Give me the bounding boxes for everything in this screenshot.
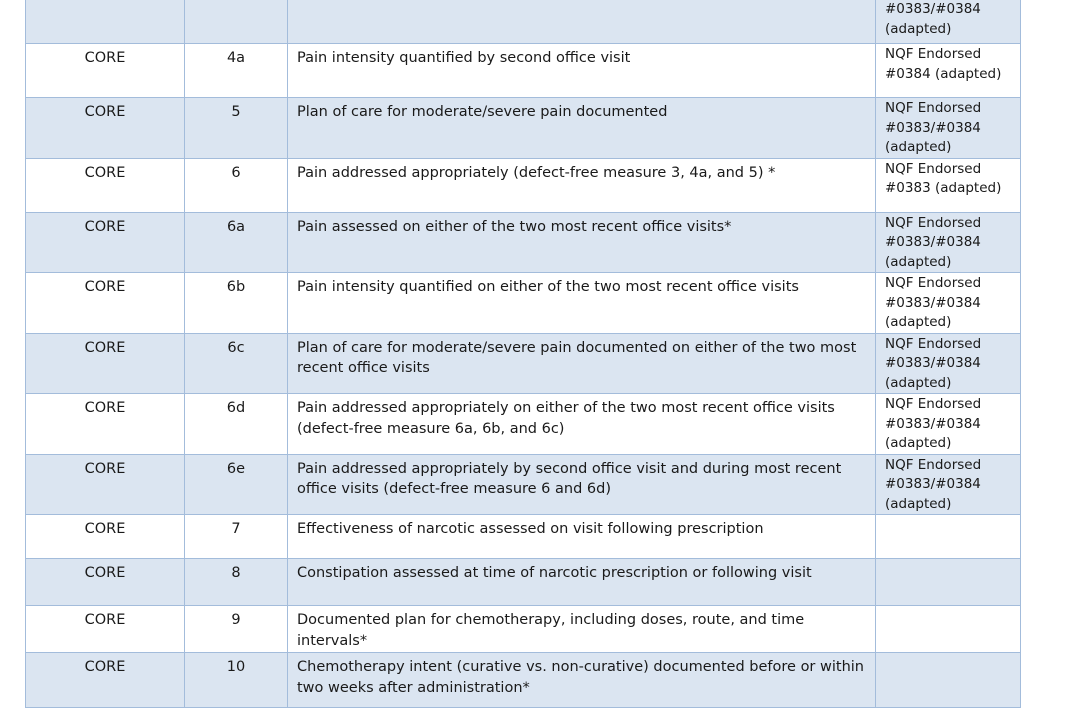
table-row (26, 212, 1021, 273)
measure-description-cell: Plan of care for moderate/severe pain documented (288, 98, 876, 159)
measure-description-cell: Documented plan for chemotherapy, including doses, route, and time intervals* (288, 606, 876, 653)
quality-measures-table (25, 0, 1021, 708)
nqf-status-cell: NQF Endorsed #0383/#0384 (adapted) (876, 273, 1021, 334)
nqf-status-cell (876, 559, 1021, 606)
measure-description-cell: Constipation assessed at time of narcotic prescription or following visit (288, 559, 876, 606)
measure-description-cell: Effectiveness of narcotic assessed on visit following prescription (288, 515, 876, 559)
nqf-status-cell: NQF Endorsed #0383/#0384 (adapted) (876, 212, 1021, 273)
table-row (26, 158, 1021, 212)
measure-description-cell: Pain addressed appropriately (defect-free measure 3, 4a, and 5) * (288, 158, 876, 212)
measure-number-cell: 4a (185, 44, 288, 98)
table-row (26, 606, 1021, 653)
table-row (26, 559, 1021, 606)
table-row (26, 0, 1021, 44)
table-row (26, 653, 1021, 708)
nqf-status-cell (876, 0, 1021, 44)
category-cell (26, 0, 185, 44)
table-row (26, 273, 1021, 334)
category-cell: CORE (26, 394, 185, 455)
category-cell: CORE (26, 44, 185, 98)
category-cell: CORE (26, 158, 185, 212)
measure-number-cell: 6e (185, 454, 288, 515)
category-cell: CORE (26, 212, 185, 273)
measure-description-cell: Chemotherapy intent (curative vs. non-curative) documented before or within two weeks after administration* (288, 653, 876, 708)
measure-description-cell: Pain intensity quantified by second office visit (288, 44, 876, 98)
category-cell: CORE (26, 653, 185, 708)
table-row (26, 333, 1021, 394)
measure-number-cell: 6 (185, 158, 288, 212)
measure-description-cell (288, 0, 876, 44)
nqf-status-cell (876, 515, 1021, 559)
measure-description-cell: Pain addressed appropriately on either of the two most recent office visits (defect-free measure 6a, 6b, and 6c) (288, 394, 876, 455)
category-cell: CORE (26, 454, 185, 515)
measure-number-cell: 10 (185, 653, 288, 708)
measure-number-cell: 6a (185, 212, 288, 273)
measure-number-cell: 5 (185, 98, 288, 159)
nqf-status-cell: NQF Endorsed #0383/#0384 (adapted) (876, 454, 1021, 515)
nqf-status-text: #0383/#0384 (adapted) (885, 1, 981, 37)
table-row (26, 515, 1021, 559)
nqf-status-cell (876, 653, 1021, 708)
nqf-status-cell: NQF Endorsed #0383/#0384 (adapted) (876, 333, 1021, 394)
measure-description-cell: Pain intensity quantified on either of the two most recent office visits (288, 273, 876, 334)
measure-description-cell: Pain addressed appropriately by second office visit and during most recent office visits (defect-free measure 6 and 6d) (288, 454, 876, 515)
table-row (26, 394, 1021, 455)
category-cell: CORE (26, 606, 185, 653)
table-row (26, 44, 1021, 98)
measure-number-cell (185, 0, 288, 44)
nqf-status-cell: NQF Endorsed #0383 (adapted) (876, 158, 1021, 212)
measure-number-cell: 7 (185, 515, 288, 559)
measure-description-cell: Plan of care for moderate/severe pain documented on either of the two most recent office visits (288, 333, 876, 394)
nqf-status-cell: NQF Endorsed #0384 (adapted) (876, 44, 1021, 98)
measure-number-cell: 6c (185, 333, 288, 394)
category-cell: CORE (26, 515, 185, 559)
measure-number-cell: 6d (185, 394, 288, 455)
table-row (26, 454, 1021, 515)
table-row (26, 98, 1021, 159)
nqf-status-cell (876, 606, 1021, 653)
category-cell: CORE (26, 559, 185, 606)
category-cell: CORE (26, 98, 185, 159)
category-cell: CORE (26, 273, 185, 334)
measure-number-cell: 6b (185, 273, 288, 334)
nqf-status-cell: NQF Endorsed #0383/#0384 (adapted) (876, 98, 1021, 159)
measure-description-cell: Pain assessed on either of the two most recent office visits* (288, 212, 876, 273)
measure-number-cell: 8 (185, 559, 288, 606)
nqf-status-cell: NQF Endorsed #0383/#0384 (adapted) (876, 394, 1021, 455)
category-cell: CORE (26, 333, 185, 394)
measure-number-cell: 9 (185, 606, 288, 653)
